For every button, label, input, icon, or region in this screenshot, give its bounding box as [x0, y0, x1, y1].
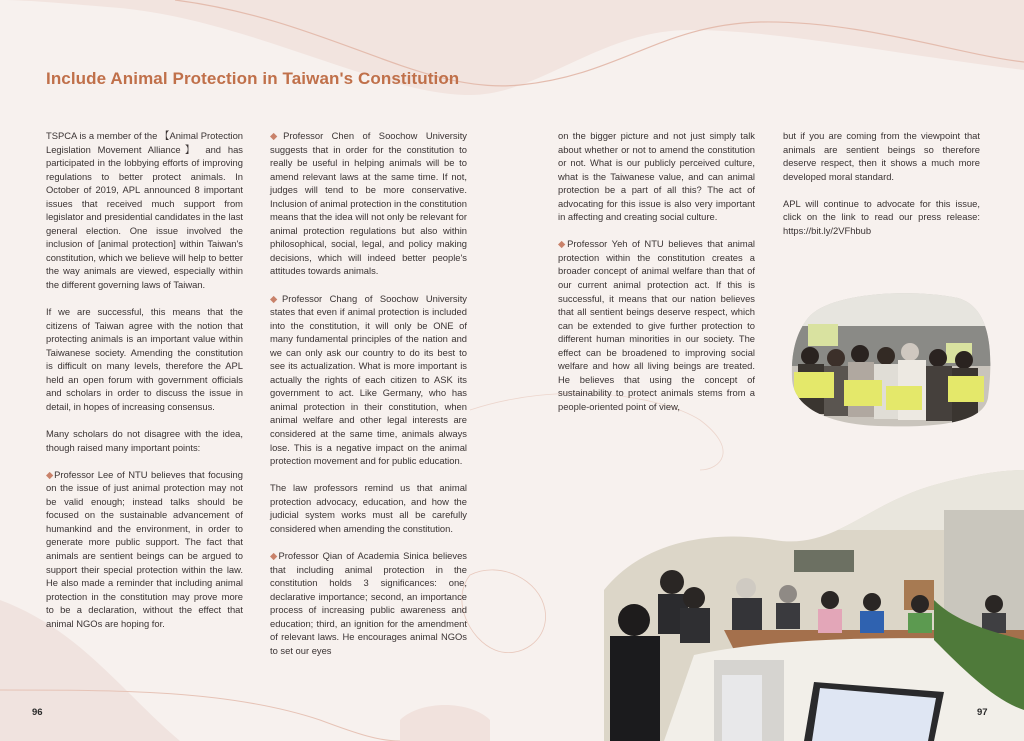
paragraph: TSPCA is a member of the 【Animal Protection Legislation Movement Alliance】 and has participated in the lobbying efforts of improving regulations to better protect animals. In October of 2019, APL announced 8 important issues that received much support from legislator and presidential candidates in the last general election. One issue involved the inclusion of [animal protection] within Taiwan's constitution, which we believe will help to better the way animals are viewed, especially within the different governing laws of Taiwan. — [46, 130, 243, 291]
meeting-photo — [604, 470, 1024, 741]
paragraph: Many scholars do not disagree with the idea, though raised many important points: — [46, 428, 243, 453]
paragraph: but if you are coming from the viewpoint that animals are sentient beings so therefore deserve respect, then it shows a much more developed moral standard. — [783, 130, 980, 182]
paragraph — [558, 237, 755, 413]
paragraph — [270, 549, 467, 657]
paragraph-text: Professor Lee of NTU believes that focusing on the issue of just animal protection may not be valid enough; instead talks should be focused on the sustainable advancement of humankind and the environment, in order to generate more public support. The fact that animals are sentient beings can be argued to support their special protection within the law. He also made a reminder that including animal protection in the constitution may prove more to be a declaration, without the effect that animal NGOs are hoping for. — [46, 468, 243, 629]
paragraph-text: Professor Qian of Academia Sinica believes that including animal protection in the constitution holds 3 significances: one, declarative importance; second, an importance process of increasing public awareness and education; third, an ignition for the amendment of relevant laws. He encourages animal NGOs to set our eyes — [270, 549, 467, 656]
page-title: Include Animal Protection in Taiwan's Constitution — [46, 69, 460, 88]
column-1 — [46, 129, 243, 644]
diamond-bullet-icon: ◆ — [270, 292, 283, 304]
page-number-left: 96 — [32, 707, 43, 718]
column-3 — [558, 129, 755, 427]
column-2 — [270, 129, 467, 671]
paragraph: The law professors remind us that animal protection advocacy, education, and how the judicial system works must all be carefully considered when amending the constitution. — [270, 482, 467, 534]
paragraph — [270, 292, 467, 468]
paragraph: If we are successful, this means that the citizens of Taiwan agree with the notion that protecting animals is an important value within Taiwanese society. Amending the constitution is difficult on many levels, therefore the APL held an open forum with government officials and scholars in order to discuss the issue in detail, in hopes of increasing consensus. — [46, 306, 243, 412]
paragraph-text: Professor Chen of Soochow University suggests that in order for the constitution to really be useful in helping animals will be to amend relevant laws at the same time. If not, judges will tend to be more conservative. Inclusion of animal protection in the constitution means that the idea will not only be relevant for animal protection regulations but also within philosophical, social, legal, and policy making decisions, which will indeed better people's attitudes towards animals. — [270, 130, 467, 277]
page-number-right: 97 — [977, 707, 988, 718]
paragraph: on the bigger picture and not just simply talk about whether or not to amend the constitution or not. What is our publicly perceived culture, what is the Taiwanese value, and can animal protection be a part of all this? The act of advocating for this issue is also very important in affecting and creating social culture. — [558, 130, 755, 223]
diamond-bullet-icon: ◆ — [46, 468, 55, 480]
diamond-bullet-icon: ◆ — [270, 130, 284, 141]
diamond-bullet-icon: ◆ — [270, 549, 279, 561]
paragraph-text: Professor Chang of Soochow University states that even if animal protection is included into the constitution, it will only be ONE of many fundamental principles of the nation and we can only ask our country to do its best to see its actualization. What is more important is actually the rights of each citizen to ASK its government to act. Like Germany, who has animal protection in their constitution, when animal welfare and other legal interests are considered at the same time, animals always lose. This is a negative impact on the animal protection movement and for public education. — [270, 292, 467, 467]
column-4 — [783, 129, 980, 251]
paragraph — [46, 468, 243, 631]
paragraph — [270, 129, 467, 278]
paragraph: APL will continue to advocate for this issue, click on the link to read our press release: https://bit.ly/2VFhbub — [783, 197, 980, 236]
group-photo — [788, 288, 992, 428]
diamond-bullet-icon: ◆ — [558, 238, 568, 250]
paragraph-text: Professor Yeh of NTU believes that animal protection within the constitution creates a broader concept of animal welfare than that of our current animal protection act. If this is successful, it means that our nation believes that all sentient beings deserve respect, which can be extended to give further protection to different human minorities in our society. The effect can be broadened to improving social welfare and how all living beings are treated. He believes that using the concept of sustainability to protect animals stems from a people-oriented point of view, — [558, 238, 755, 412]
